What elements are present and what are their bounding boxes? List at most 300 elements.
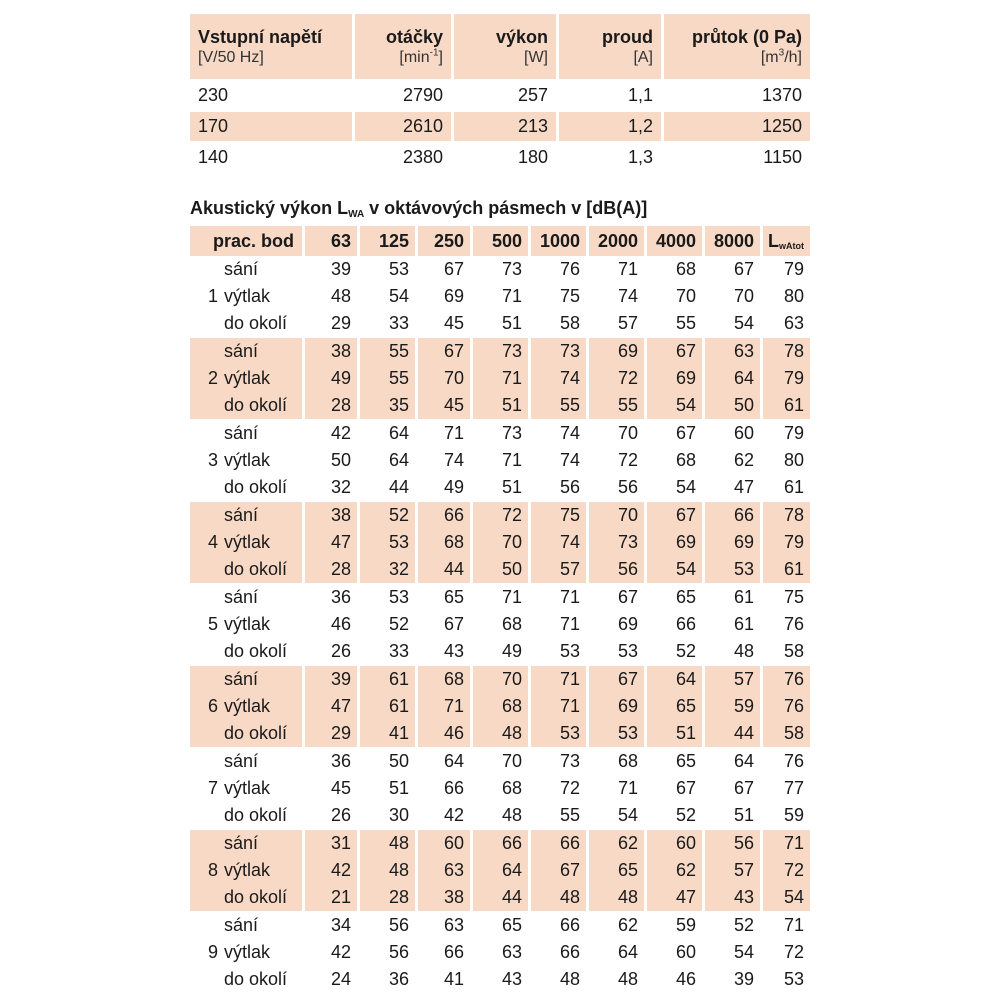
cell-total: 71 [783, 915, 804, 935]
cell-band-value: 51 [501, 395, 522, 415]
cell-band-value: 65 [617, 860, 638, 880]
cell-band-value: 63 [443, 915, 464, 935]
cell-band-value: 69 [733, 532, 754, 552]
cell-band-value: 55 [388, 368, 409, 388]
cell-band-value: 54 [388, 286, 409, 306]
cell-band-value: 56 [388, 942, 409, 962]
cell-band-value: 54 [733, 313, 754, 333]
cell-band-value: 68 [443, 532, 464, 552]
cell-band-value: 56 [559, 477, 580, 497]
row-label: sání [224, 259, 259, 279]
row-label: sání [224, 423, 259, 443]
cell-band-value: 54 [675, 395, 696, 415]
table-row [190, 338, 810, 365]
cell-band-value: 56 [733, 833, 754, 853]
cell-band-value: 51 [501, 313, 522, 333]
cell-band-value: 67 [675, 505, 696, 525]
header-band: 2000 [589, 226, 644, 256]
cell-band-value: 52 [675, 641, 696, 661]
cell-total: 61 [783, 477, 804, 497]
table-row [190, 666, 810, 693]
cell-band-value: 42 [330, 942, 351, 962]
cell-band-value: 71 [617, 778, 638, 798]
cell-band-value: 45 [443, 313, 464, 333]
cell-flow: 1370 [761, 85, 802, 105]
cell-band-value: 63 [443, 860, 464, 880]
cell-band-value: 56 [388, 915, 409, 935]
table-row [190, 775, 810, 802]
cell-band-value: 71 [443, 696, 464, 716]
table-row [190, 884, 810, 911]
cell-band-value: 53 [617, 641, 638, 661]
row-label: do okolí [224, 395, 288, 415]
cell-band-value: 67 [443, 614, 464, 634]
row-label: sání [224, 505, 259, 525]
table-row [190, 830, 810, 857]
cell-total: 72 [783, 860, 804, 880]
cell-band-value: 71 [559, 669, 580, 689]
cell-band-value: 65 [675, 587, 696, 607]
cell-band-value: 54 [675, 559, 696, 579]
header-current [559, 14, 661, 79]
cell-flow: 1250 [664, 112, 810, 141]
row-label: do okolí [224, 559, 288, 579]
cell-band-value: 54 [733, 942, 754, 962]
cell-band-value: 65 [443, 587, 464, 607]
cell-total: 58 [783, 641, 804, 661]
row-label: do okolí [224, 723, 288, 743]
cell-band-value: 55 [675, 313, 696, 333]
cell-total: 75 [783, 587, 804, 607]
cell-band-value: 47 [330, 532, 351, 552]
row-label: do okolí [224, 477, 288, 497]
cell-band-value: 28 [330, 559, 351, 579]
cell-band-value: 46 [330, 614, 351, 634]
cell-band-value: 39 [330, 669, 351, 689]
cell-band-value: 68 [617, 751, 638, 771]
header-voltage-label: Vstupní napětí [198, 27, 323, 47]
cell-band-value: 74 [559, 532, 580, 552]
acoustic-title: Akustický výkon $L_{WA}$ v oktávových pásmech v [dB(A)] [190, 198, 648, 220]
cell-band-value: 66 [559, 833, 580, 853]
cell-band-value: 43 [733, 887, 754, 907]
header-voltage-unit: [V/50 Hz] [198, 49, 264, 66]
cell-total: 71 [783, 833, 804, 853]
cell-band-value: 61 [733, 614, 754, 634]
cell-band-value: 73 [501, 341, 522, 361]
cell-total: 59 [783, 805, 804, 825]
row-label: výtlak [224, 860, 271, 880]
cell-total: 58 [783, 723, 804, 743]
cell-band-value: 60 [733, 423, 754, 443]
cell-band-value: 47 [733, 477, 754, 497]
cell-band-value: 67 [675, 341, 696, 361]
cell-band-value: 62 [617, 833, 638, 853]
cell-band-value: 36 [388, 969, 409, 989]
cell-band-value: 53 [559, 723, 580, 743]
cell-band-value: 38 [330, 505, 351, 525]
table-row [190, 447, 810, 474]
row-label: sání [224, 669, 259, 689]
cell-band-value: 47 [330, 696, 351, 716]
cell-current: 1,3 [627, 147, 653, 167]
cell-band-value: 67 [675, 423, 696, 443]
operating-point-number: 5 [207, 614, 218, 634]
cell-band-value: 32 [330, 477, 351, 497]
cell-total: 79 [783, 532, 804, 552]
cell-band-value: 64 [675, 669, 696, 689]
cell-band-value: 36 [330, 751, 351, 771]
cell-band-value: 68 [443, 669, 464, 689]
cell-band-value: 74 [559, 450, 580, 470]
cell-total: 78 [783, 341, 804, 361]
cell-band-value: 48 [330, 286, 351, 306]
table-row [190, 474, 810, 501]
cell-band-value: 71 [559, 614, 580, 634]
operating-point-number: 6 [207, 696, 218, 716]
cell-band-value: 52 [733, 915, 754, 935]
cell-band-value: 54 [617, 805, 638, 825]
cell-band-value: 69 [675, 368, 696, 388]
header-flow [664, 14, 810, 79]
cell-band-value: 44 [733, 723, 754, 743]
operating-point-number: 9 [207, 942, 218, 962]
header-power-label: výkon [495, 27, 548, 47]
cell-band-value: 76 [559, 259, 580, 279]
cell-band-value: 57 [733, 669, 754, 689]
cell-band-value: 73 [501, 259, 522, 279]
cell-band-value: 64 [501, 860, 522, 880]
cell-band-value: 31 [330, 833, 351, 853]
table-row [190, 556, 810, 583]
cell-band-value: 56 [617, 559, 638, 579]
cell-band-value: 36 [330, 587, 351, 607]
operating-point-group [190, 584, 810, 665]
operating-point-number: 3 [207, 450, 218, 470]
cell-band-value: 63 [733, 341, 754, 361]
table-row [190, 638, 810, 665]
cell-band-value: 68 [675, 259, 696, 279]
cell-band-value: 59 [733, 696, 754, 716]
cell-band-value: 57 [559, 559, 580, 579]
cell-band-value: 39 [330, 259, 351, 279]
cell-speed: 2380 [402, 147, 443, 167]
header-band: 250 [418, 226, 470, 256]
cell-band-value: 70 [617, 423, 638, 443]
cell-band-value: 65 [501, 915, 522, 935]
cell-band-value: 29 [330, 723, 351, 743]
cell-total: 54 [783, 887, 804, 907]
table-row [190, 966, 810, 993]
cell-band-value: 42 [443, 805, 464, 825]
cell-band-value: 67 [443, 341, 464, 361]
cell-band-value: 74 [617, 286, 638, 306]
cell-total: 61 [783, 559, 804, 579]
cell-band-value: 61 [388, 696, 409, 716]
cell-band-value: 48 [388, 833, 409, 853]
cell-band-value: 45 [330, 778, 351, 798]
cell-band-value: 52 [388, 505, 409, 525]
cell-total: 76 [783, 669, 804, 689]
cell-band-value: 66 [733, 505, 754, 525]
table-row [190, 420, 810, 447]
cell-band-value: 70 [501, 669, 522, 689]
header-speed [355, 14, 451, 79]
cell-band-value: 60 [443, 833, 464, 853]
cell-band-value: 26 [330, 641, 351, 661]
header-speed-label: otáčky [385, 27, 443, 47]
row-label: do okolí [224, 805, 288, 825]
cell-power: 213 [454, 112, 556, 141]
cell-band-value: 67 [733, 778, 754, 798]
cell-band-value: 48 [501, 723, 522, 743]
cell-band-value: 38 [330, 341, 351, 361]
cell-band-value: 69 [617, 614, 638, 634]
cell-band-value: 66 [443, 942, 464, 962]
cell-band-value: 43 [443, 641, 464, 661]
cell-band-value: 66 [675, 614, 696, 634]
table-row [190, 112, 810, 141]
row-label: do okolí [224, 641, 288, 661]
cell-band-value: 68 [675, 450, 696, 470]
cell-band-value: 44 [501, 887, 522, 907]
cell-band-value: 50 [501, 559, 522, 579]
cell-band-value: 53 [388, 587, 409, 607]
row-label: výtlak [224, 450, 271, 470]
header-speed-unit: $[\min^{-1}]$ [399, 47, 443, 66]
cell-band-value: 67 [617, 669, 638, 689]
cell-band-value: 57 [733, 860, 754, 880]
cell-band-value: 64 [443, 751, 464, 771]
cell-band-value: 72 [559, 778, 580, 798]
row-label: výtlak [224, 532, 271, 552]
row-label: do okolí [224, 313, 288, 333]
cell-band-value: 48 [559, 887, 580, 907]
operating-point-group [190, 666, 810, 747]
cell-band-value: 65 [675, 751, 696, 771]
cell-band-value: 49 [501, 641, 522, 661]
header-band: 8000 [705, 226, 760, 256]
row-label: sání [224, 833, 259, 853]
cell-band-value: 67 [617, 587, 638, 607]
cell-total: 79 [783, 423, 804, 443]
cell-band-value: 50 [330, 450, 351, 470]
cell-band-value: 60 [675, 833, 696, 853]
cell-band-value: 45 [443, 395, 464, 415]
cell-band-value: 73 [559, 341, 580, 361]
cell-band-value: 73 [617, 532, 638, 552]
cell-band-value: 67 [675, 778, 696, 798]
cell-band-value: 55 [617, 395, 638, 415]
cell-band-value: 42 [330, 423, 351, 443]
operating-point-number: 2 [207, 368, 218, 388]
cell-band-value: 73 [501, 423, 522, 443]
cell-band-value: 70 [733, 286, 754, 306]
cell-band-value: 64 [388, 423, 409, 443]
cell-band-value: 53 [388, 532, 409, 552]
cell-band-value: 51 [733, 805, 754, 825]
cell-band-value: 53 [559, 641, 580, 661]
cell-band-value: 48 [617, 887, 638, 907]
cell-band-value: 61 [733, 587, 754, 607]
cell-current: 1,2 [559, 112, 661, 141]
cell-total: 72 [783, 942, 804, 962]
table-row [190, 857, 810, 884]
cell-band-value: 69 [443, 286, 464, 306]
cell-band-value: 74 [559, 368, 580, 388]
cell-band-value: 64 [388, 450, 409, 470]
cell-band-value: 21 [330, 887, 351, 907]
header-total: $L_{wAtot}$ [763, 226, 810, 256]
cell-band-value: 38 [443, 887, 464, 907]
cell-band-value: 55 [559, 395, 580, 415]
operating-point-number: 1 [207, 286, 218, 306]
cell-total: 76 [783, 696, 804, 716]
cell-band-value: 75 [559, 286, 580, 306]
cell-voltage: 140 [198, 147, 229, 167]
fan-specs-table [190, 14, 810, 174]
cell-band-value: 61 [388, 669, 409, 689]
cell-band-value: 35 [388, 395, 409, 415]
cell-band-value: 47 [675, 887, 696, 907]
table-row [190, 912, 810, 939]
cell-total: 53 [783, 969, 804, 989]
cell-band-value: 58 [559, 313, 580, 333]
cell-total: 80 [783, 286, 804, 306]
row-label: výtlak [224, 696, 271, 716]
cell-band-value: 63 [501, 942, 522, 962]
table-row [190, 611, 810, 638]
header-current-unit: [A] [633, 49, 653, 66]
cell-band-value: 70 [501, 751, 522, 771]
table-row [190, 802, 810, 829]
table-row [190, 720, 810, 747]
cell-band-value: 57 [617, 313, 638, 333]
operating-point-group [190, 912, 810, 993]
cell-current: 1,1 [627, 85, 653, 105]
header-flow-label: průtok (0 Pa) [691, 27, 802, 47]
cell-band-value: 72 [617, 450, 638, 470]
table-row [190, 392, 810, 419]
cell-band-value: 65 [675, 696, 696, 716]
header-band: 500 [473, 226, 528, 256]
cell-band-value: 44 [388, 477, 409, 497]
cell-band-value: 34 [330, 915, 351, 935]
header-operating-point: prac. bod [190, 226, 302, 256]
acoustic-table [190, 226, 810, 996]
header-power [454, 14, 556, 79]
cell-band-value: 55 [559, 805, 580, 825]
cell-power: 180 [517, 147, 548, 167]
header-voltage [190, 14, 352, 79]
row-label: sání [224, 751, 259, 771]
cell-band-value: 53 [388, 259, 409, 279]
cell-band-value: 71 [501, 286, 522, 306]
row-label: výtlak [224, 286, 271, 306]
cell-band-value: 48 [733, 641, 754, 661]
cell-band-value: 62 [617, 915, 638, 935]
table-row [190, 81, 810, 110]
cell-band-value: 73 [559, 751, 580, 771]
table-row [190, 365, 810, 392]
cell-band-value: 52 [388, 614, 409, 634]
cell-band-value: 46 [443, 723, 464, 743]
cell-band-value: 43 [501, 969, 522, 989]
cell-band-value: 53 [733, 559, 754, 579]
cell-flow: 1150 [763, 147, 802, 167]
header-band: 1000 [531, 226, 586, 256]
cell-band-value: 64 [733, 368, 754, 388]
cell-band-value: 71 [559, 696, 580, 716]
cell-band-value: 49 [330, 368, 351, 388]
cell-band-value: 54 [675, 477, 696, 497]
row-label: sání [224, 587, 259, 607]
cell-band-value: 72 [501, 505, 522, 525]
cell-band-value: 60 [675, 942, 696, 962]
operating-point-group [190, 338, 810, 419]
cell-band-value: 51 [675, 723, 696, 743]
cell-band-value: 70 [617, 505, 638, 525]
cell-band-value: 74 [559, 423, 580, 443]
header-flow-unit: $[m^3/h]$ [760, 47, 802, 66]
row-label: sání [224, 341, 259, 361]
acoustic-header-row [190, 226, 810, 256]
cell-band-value: 62 [675, 860, 696, 880]
table-row [190, 939, 810, 966]
cell-total: 63 [783, 313, 804, 333]
cell-band-value: 67 [733, 259, 754, 279]
cell-band-value: 28 [388, 887, 409, 907]
cell-band-value: 66 [443, 778, 464, 798]
cell-band-value: 67 [559, 860, 580, 880]
cell-band-value: 41 [388, 723, 409, 743]
cell-band-value: 26 [330, 805, 351, 825]
cell-band-value: 48 [559, 969, 580, 989]
cell-band-value: 51 [388, 778, 409, 798]
cell-band-value: 66 [559, 915, 580, 935]
header-power-unit: [W] [524, 49, 548, 66]
operating-point-number: 8 [207, 860, 218, 880]
table-row [190, 143, 810, 172]
operating-point-group [190, 502, 810, 583]
cell-band-value: 33 [388, 641, 409, 661]
cell-band-value: 70 [501, 532, 522, 552]
cell-speed: 2790 [402, 85, 443, 105]
cell-band-value: 56 [617, 477, 638, 497]
row-label: výtlak [224, 942, 271, 962]
operating-point-group [190, 748, 810, 829]
operating-point-number: 7 [207, 778, 218, 798]
cell-band-value: 72 [617, 368, 638, 388]
cell-band-value: 68 [501, 778, 522, 798]
cell-band-value: 69 [675, 532, 696, 552]
operating-point-group [190, 420, 810, 501]
cell-band-value: 64 [617, 942, 638, 962]
row-label: výtlak [224, 778, 271, 798]
cell-band-value: 70 [443, 368, 464, 388]
cell-band-value: 24 [330, 969, 351, 989]
cell-band-value: 44 [443, 559, 464, 579]
row-label: výtlak [224, 368, 271, 388]
cell-band-value: 71 [501, 587, 522, 607]
cell-band-value: 46 [675, 969, 696, 989]
cell-total: 80 [783, 450, 804, 470]
row-label: do okolí [224, 887, 288, 907]
table-row [190, 310, 810, 337]
table-row [190, 693, 810, 720]
cell-band-value: 71 [443, 423, 464, 443]
cell-band-value: 52 [675, 805, 696, 825]
